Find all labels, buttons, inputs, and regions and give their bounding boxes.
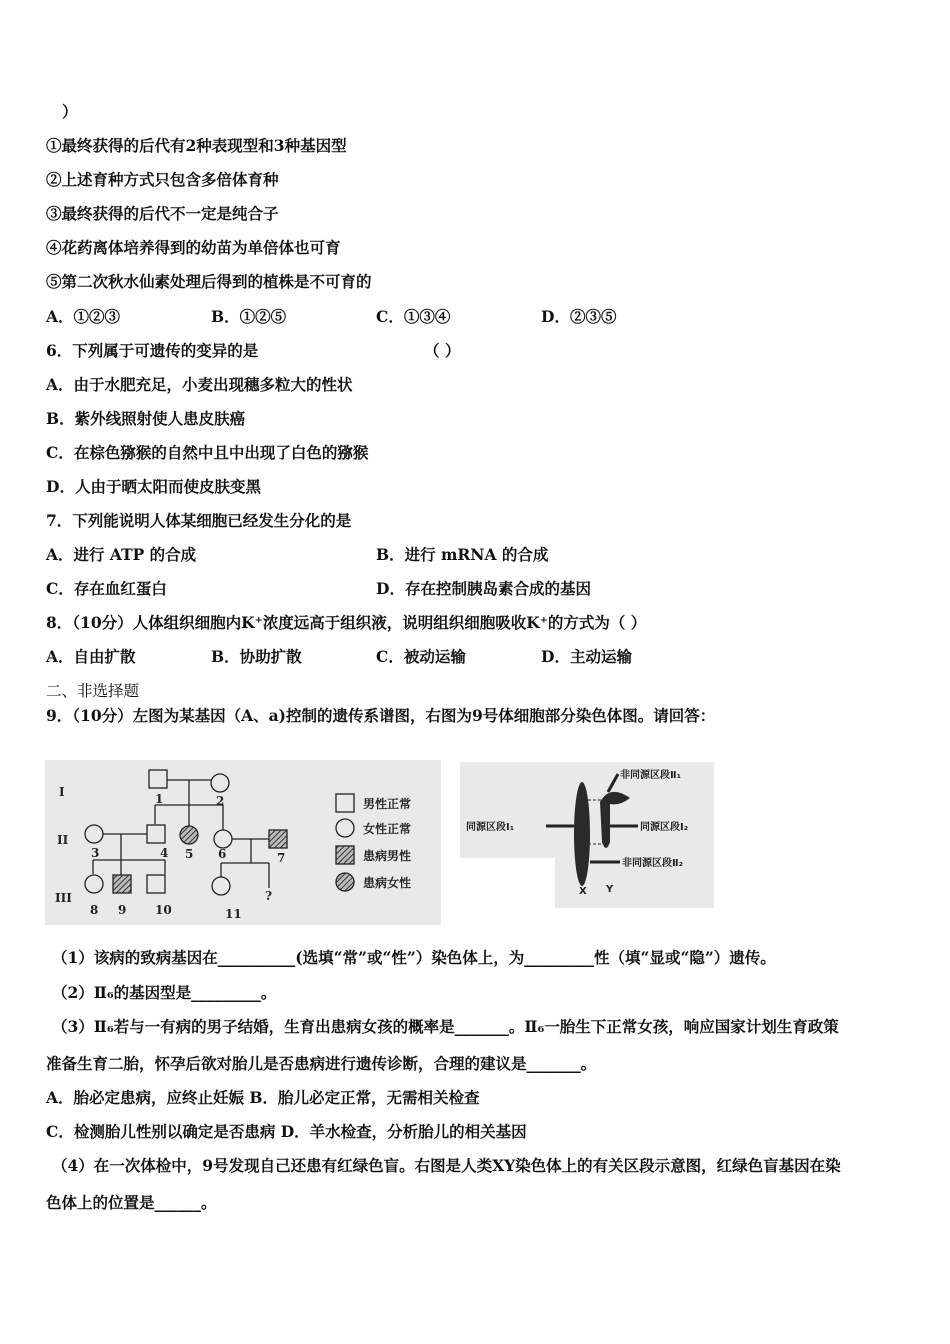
id-label: 4 — [160, 846, 169, 860]
id-label: 1 — [155, 792, 164, 806]
legend-label: 患病女性 — [363, 876, 412, 890]
individual-5 — [180, 826, 198, 844]
id-label: 8 — [90, 903, 99, 917]
q9-stem: 9．（10分）左图为某基因（A、a)控制的遗传系谱图，右图为9号体细胞部分染色体图。请回答： — [46, 706, 716, 725]
q9-sub3-options-ab: A．胎必定患病，应终止妊娠 B．胎儿必定正常，无需相关检查 — [46, 1088, 480, 1107]
chromosome-label: X — [579, 886, 587, 897]
individual-1 — [149, 770, 167, 788]
gen-label: III — [55, 891, 72, 905]
q6-option: C．在棕色猕猴的自然中且中出现了白色的猕猴 — [46, 443, 369, 462]
xy-chromosome-figure — [460, 762, 714, 908]
q6-paren: （ ） — [424, 341, 461, 360]
q5-item: ③最终获得的后代不一定是纯合子 — [46, 204, 279, 223]
id-label: 2 — [216, 794, 225, 808]
chromosome-label: 非同源区段Ⅱ₁ — [620, 770, 681, 781]
q5-item: ②上述育种方式只包含多倍体育种 — [46, 170, 279, 189]
gen-label: I — [59, 785, 65, 799]
id-label: 7 — [277, 851, 286, 865]
q8-option-b: B．协助扩散 — [211, 647, 302, 666]
legend-normal-female-icon — [336, 819, 354, 837]
q7-stem: 7．下列能说明人体某细胞已经发生分化的是 — [46, 511, 352, 530]
q5-item: ①最终获得的后代有2种表现型和3种基因型 — [46, 136, 347, 155]
q7-option-b: B．进行 mRNA 的合成 — [376, 545, 549, 564]
individual-6 — [214, 830, 232, 848]
legend-affected-female-icon — [336, 873, 354, 891]
x-chromosome — [574, 782, 590, 886]
id-label: ? — [265, 889, 273, 903]
q7-option-c: C．存在血红蛋白 — [46, 579, 167, 598]
q5-item: ④花药离体培养得到的幼苗为单倍体也可育 — [46, 238, 341, 257]
q5-option-c: C．①③④ — [376, 307, 451, 326]
q8-stem: 8．（10分）人体组织细胞内K⁺浓度远高于组织液，说明组织细胞吸收K⁺的方式为（ ） — [46, 613, 647, 632]
chromosome-label: 非同源区段Ⅱ₂ — [622, 858, 683, 869]
q9-sub3-cont: 准备生育二胎，怀孕后欲对胎儿是否患病进行遗传诊断，合理的建议是_______。 — [46, 1054, 597, 1073]
q8-option-c: C．被动运输 — [376, 647, 466, 666]
gen-label: II — [57, 833, 69, 847]
individual-9 — [113, 875, 131, 893]
q5-option-d: D．②③⑤ — [541, 307, 617, 326]
q8-option-a: A．自由扩散 — [46, 647, 136, 666]
legend-label: 男性正常 — [363, 797, 412, 811]
legend-label: 女性正常 — [363, 822, 412, 836]
individual-4 — [147, 825, 165, 843]
chromosome-label: Y — [606, 884, 614, 895]
individual-3 — [85, 825, 103, 843]
chromosome-label: 同源区段Ⅰ₂ — [640, 822, 689, 833]
q7-option-d: D．存在控制胰岛素合成的基因 — [376, 579, 591, 598]
individual-2 — [211, 774, 229, 792]
chromosome-label: 同源区段Ⅰ₁ — [466, 822, 515, 833]
q5-item: ⑤第二次秋水仙素处理后得到的植株是不可育的 — [46, 272, 372, 291]
q5-option-b: B．①②⑤ — [211, 307, 287, 326]
legend-label: 患病男性 — [363, 849, 412, 863]
q9-sub3: （3）Ⅱ₆若与一有病的男子结婚，生育出患病女孩的概率是_______。Ⅱ₆一胎生下正常女孩，响应国家计划生育政策 — [52, 1017, 839, 1036]
id-label: 10 — [155, 903, 172, 917]
q6-stem: 6．下列属于可遗传的变异的是 — [46, 341, 259, 360]
q9-sub3-options-cd: C．检测胎儿性别以确定是否患病 D．羊水检查，分析胎儿的相关基因 — [46, 1122, 527, 1141]
pedigree-figure — [45, 760, 441, 925]
individual-10 — [147, 875, 165, 893]
individual-11 — [212, 877, 230, 895]
id-label: 3 — [91, 846, 100, 860]
q6-option: B．紫外线照射使人患皮肤癌 — [46, 409, 246, 428]
id-label: 5 — [185, 847, 194, 861]
q9-sub4: （4）在一次体检中，9号发现自己还患有红绿色盲。右图是人类XY染色体上的有关区段示意图，红绿色盲基因在染 — [52, 1156, 841, 1175]
id-label: 9 — [118, 903, 127, 917]
individual-7 — [269, 830, 287, 848]
legend-affected-male-icon — [336, 846, 354, 864]
q9-sub2: （2）Ⅱ₆的基因型是_________。 — [52, 983, 277, 1002]
q8-option-d: D．主动运输 — [541, 647, 632, 666]
q5-option-a: A．①②③ — [46, 307, 121, 326]
q6-option: D．人由于晒太阳而使皮肤变黑 — [46, 477, 261, 496]
section-heading: 二、非选择题 — [46, 682, 140, 700]
q9-sub4-cont: 色体上的位置是______。 — [46, 1193, 217, 1212]
individual-8 — [85, 875, 103, 893]
legend-normal-male-icon — [336, 794, 354, 812]
q7-option-a: A．进行 ATP 的合成 — [46, 545, 197, 564]
q9-sub1: （1）该病的致病基因在__________(选填“常”或“性”）染色体上，为_________性（填“显或“隐”）遗传。 — [52, 948, 776, 967]
q5-paren: ） — [62, 102, 78, 121]
id-label: 11 — [225, 907, 242, 921]
id-label: 6 — [218, 847, 227, 861]
q6-option: A．由于水肥充足，小麦出现穗多粒大的性状 — [46, 375, 353, 394]
